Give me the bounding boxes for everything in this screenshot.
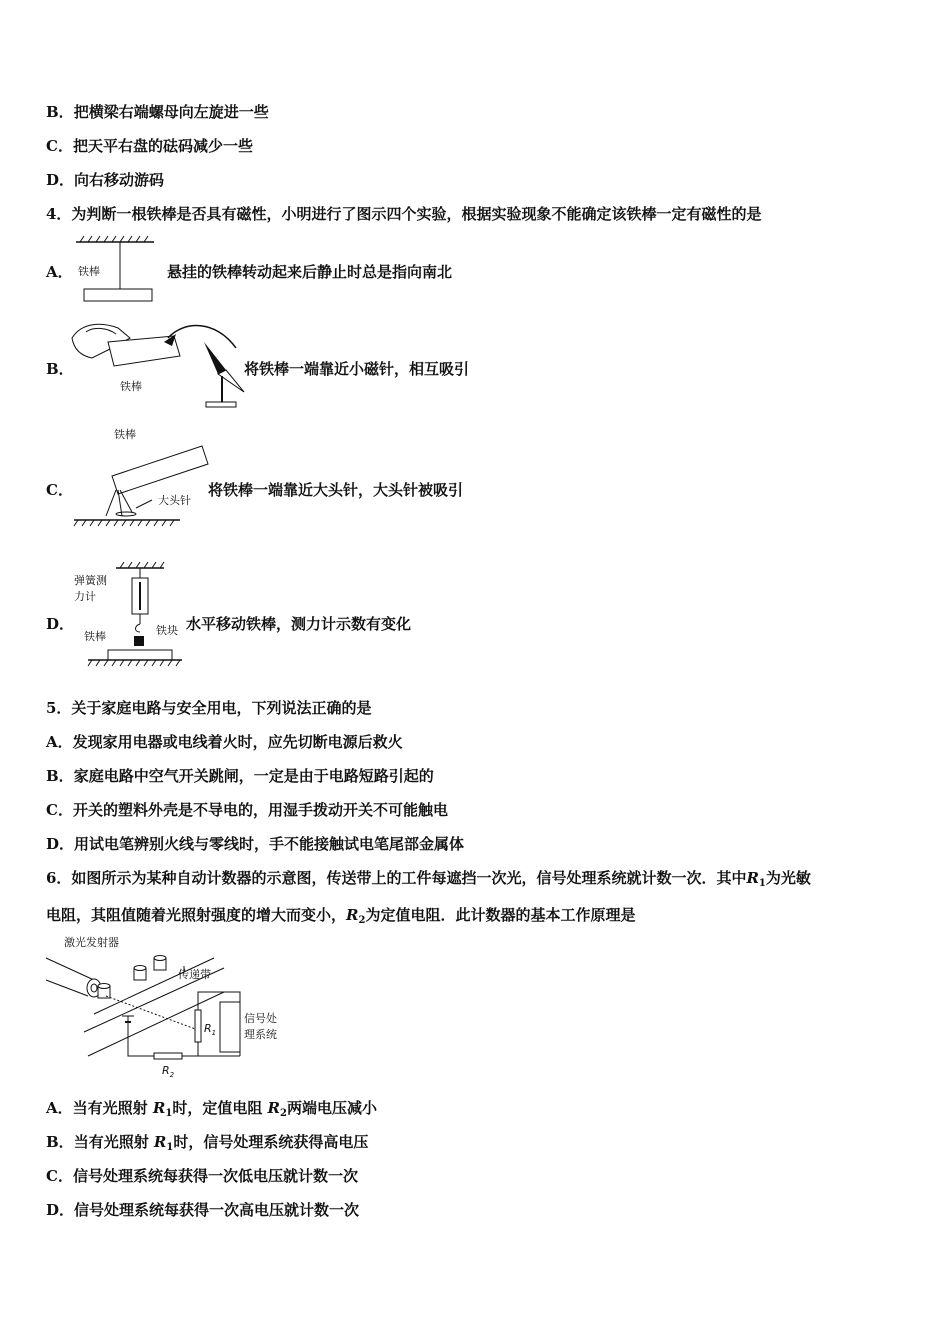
q6-stem-line2: 电阻，其阻值随着光照射强度的增大而变小，$R_2$为定值电阻．此计数器的基本工作原理是 bbox=[46, 906, 636, 926]
q3-option-b: B．把横梁右端螺母向左旋进一些 bbox=[46, 103, 269, 121]
resistor-r2 bbox=[154, 1053, 182, 1059]
fig-c-label-iron: 铁棒 bbox=[114, 428, 136, 441]
q4-option-a-label: A． bbox=[46, 263, 73, 281]
q3-option-c: C．把天平右盘的砝码减少一些 bbox=[46, 137, 253, 155]
q5-stem: 5．关于家庭电路与安全用电，下列说法正确的是 bbox=[46, 699, 372, 717]
q5-option-b: B．家庭电路中空气开关跳闸，一定是由于电路短路引起的 bbox=[46, 767, 434, 785]
q6-option-a: A．当有光照射 $R_1$时，定值电阻 $R_2$两端电压减小 bbox=[46, 1099, 377, 1119]
fig-signal-label-1: 信号处 bbox=[244, 1012, 277, 1025]
fig-d-label-scale-1: 弹簧测 bbox=[74, 574, 107, 587]
q4-option-c-text: 将铁棒一端靠近大头针，大头针被吸引 bbox=[208, 481, 464, 499]
q4-option-d-text: 水平移动铁棒，测力计示数有变化 bbox=[186, 615, 412, 633]
fig-r1-label: $R_1$ bbox=[204, 1022, 217, 1037]
q5-option-c: C．开关的塑料外壳是不导电的，用湿手拨动开关不可能触电 bbox=[46, 801, 448, 819]
q4-option-c-label: C． bbox=[46, 481, 73, 499]
q4-option-b-text: 将铁棒一端靠近小磁针，相互吸引 bbox=[244, 360, 470, 378]
q4-figure-d bbox=[72, 558, 192, 678]
ceiling-hatch bbox=[76, 236, 154, 242]
q4-figure-b bbox=[68, 318, 248, 410]
fig-d-label-iron: 铁棒 bbox=[84, 630, 106, 643]
q5-option-d: D．用试电笔辨别火线与零线时，手不能接触试电笔尾部金属体 bbox=[46, 835, 465, 853]
pins-icon bbox=[106, 490, 136, 516]
fig-c-label-pins: 大头针 bbox=[158, 494, 191, 507]
fig-d-label-block: 铁块 bbox=[156, 624, 178, 637]
q6-option-d: D．信号处理系统每获得一次高电压就计数一次 bbox=[46, 1201, 360, 1219]
q4-stem: 4．为判断一根铁棒是否具有磁性，小明进行了图示四个实验，根据实验现象不能确定该铁棒一定有磁性的是 bbox=[46, 205, 762, 223]
resistor-r1 bbox=[195, 1010, 201, 1042]
q6-option-c: C．信号处理系统每获得一次低电压就计数一次 bbox=[46, 1167, 358, 1185]
q5-option-a: A．发现家用电器或电线着火时，应先切断电源后救火 bbox=[46, 733, 403, 751]
q4-figure-a bbox=[72, 232, 162, 304]
q4-option-a-text: 悬挂的铁棒转动起来后静止时总是指向南北 bbox=[167, 263, 453, 281]
fig-laser-label: 激光发射器 bbox=[64, 936, 119, 949]
q4-figure-c bbox=[70, 424, 210, 534]
q6-circuit-figure bbox=[44, 932, 304, 1080]
fig-d-label-scale-2: 力计 bbox=[74, 590, 96, 603]
q4-option-d-label: D． bbox=[46, 615, 75, 633]
q3-option-d: D．向右移动游码 bbox=[46, 171, 165, 189]
fig-b-label-iron: 铁棒 bbox=[120, 380, 142, 393]
fig-r2-label: $R_2$ bbox=[162, 1064, 175, 1079]
laser-emitter-icon bbox=[46, 958, 101, 997]
fig-signal-label-2: 理系统 bbox=[244, 1028, 277, 1041]
q6-option-b: B．当有光照射 $R_1$时，信号处理系统获得高电压 bbox=[46, 1133, 369, 1153]
compass-needle-icon bbox=[204, 342, 244, 407]
fig-belt-label: 传递带 bbox=[178, 968, 211, 981]
q4-option-b-label: B． bbox=[46, 360, 74, 378]
q6-stem-line1: 6．如图所示为某种自动计数器的示意图，传送带上的工件每遮挡一次光，信号处理系统就计数一次．其中$R_1$为光敏 bbox=[46, 869, 811, 889]
fig-a-label-iron: 铁棒 bbox=[78, 265, 100, 278]
workpiece-icons bbox=[98, 956, 166, 999]
signal-system-box bbox=[220, 1002, 240, 1052]
